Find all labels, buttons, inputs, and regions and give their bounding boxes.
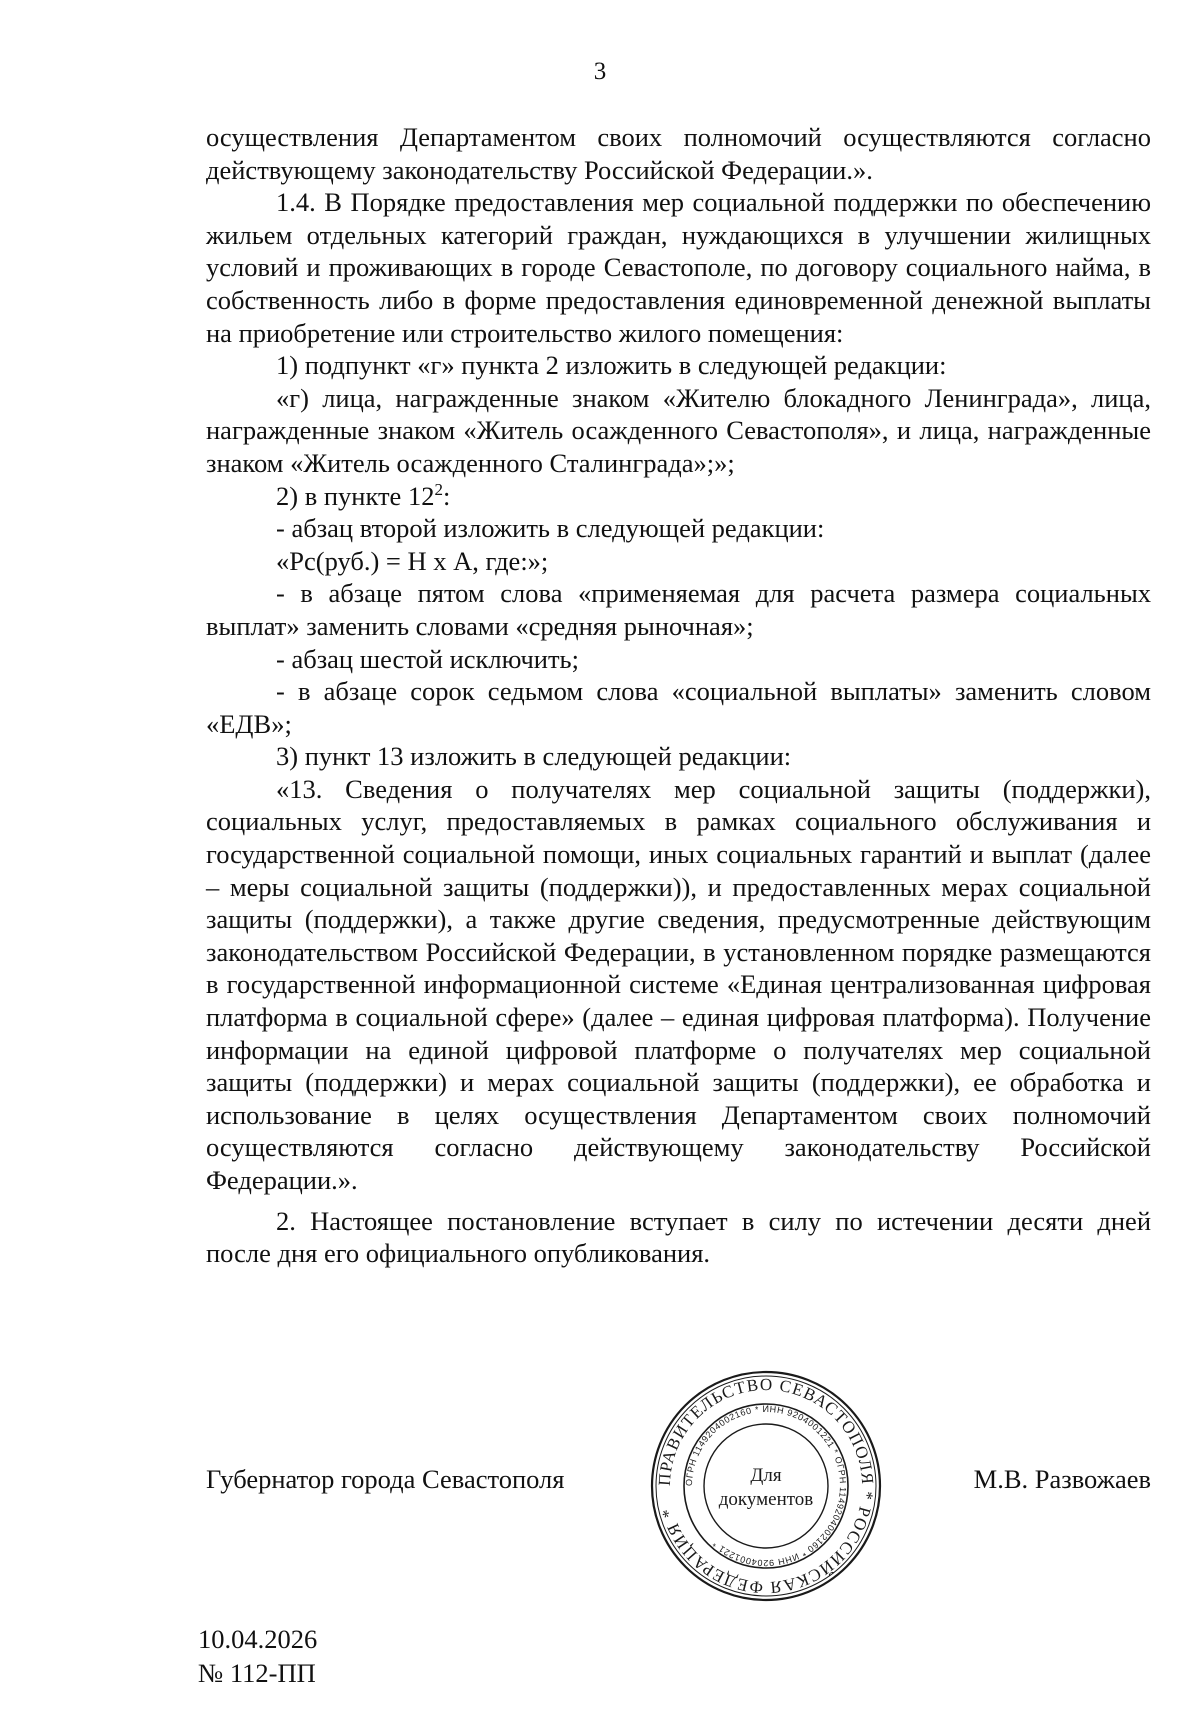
paragraph-dash-3: - абзац шестой исключить; [276,643,579,674]
paragraph-continuation: осуществления Департаментом своих полномочий осуществляются согласно действующему законодательству Российской Федерации.». [206,122,1151,185]
subitem-2-tail: : [442,480,451,511]
seal-center-line-2: документов [718,1489,814,1510]
subitem-2-superscript: 2 [434,479,443,499]
signer-position: Губернатор города Севастополя [206,1464,565,1494]
paragraph-item-1-4: 1.4. В Порядке предоставления мер социальной поддержки по обеспечению жильем отдельных категорий граждан, нуждающихся в улучшении жилищных условий и проживающих в городе Севастополе, по договору социального найма, в собственность либо в форме предоставления единовременной денежной выплаты на приобретение или строительство жилого помещения: [206,187,1151,348]
document-footer [198,1622,317,1690]
seal-graphic [648,1368,884,1604]
paragraph-dash-4: - в абзаце сорок седьмом слова «социальной выплаты» заменить словом «ЕДВ»; [206,676,1151,739]
paragraph-subitem-1: 1) подпункт «г» пункта 2 изложить в следующей редакции: [276,350,947,381]
paragraph-subitem-2 [206,480,1151,513]
paragraph-quote-g: «г) лица, награжденные знаком «Жителю блокадного Ленинграда», лица, награжденные знаком «Житель осажденного Севастополя», и лица, награжденные знаком «Житель осажденного Сталинграда»;»; [206,382,1151,478]
document-number: № 112-ПП [198,1658,316,1688]
signer-name: М.В. Развожаев [973,1464,1151,1494]
seal-inner-ring [704,1424,828,1548]
paragraph-quote-13: «13. Сведения о получателях мер социальной защиты (поддержки), социальных услуг, предоставляемых в рамках социального обслуживания и государственной социальной помощи, иных социальных гарантий и выплат (далее – меры социальной защиты (поддержки)), и предоставленных мерах социальной защиты (поддержки), а также другие сведения, предусмотренные действующим законодательством Российской Федерации, в установленном порядке размещаются в государственной информационной системе «Единая централизованная цифровая платформа в социальной сфере» (далее – единая цифровая платформа). Получение информации на единой цифровой платформе о получателях мер социальной защиты (поддержки) и мерах социальной защиты (поддержки), ее обработка и использование в целях осуществления Департаментом своих полномочий осуществляются согласно действующему законодательству Российской Федерации.». [206,773,1151,1195]
page-number: 3 [593,58,607,85]
seal-inner-text: ОГРН 1149204002160 * ИНН 9204001221 * ОГРН 1149204002160 * ИНН 9204001221 * [683,1403,849,1569]
paragraph-item-2: 2. Настоящее постановление вступает в силу по истечении десяти дней после дня его официального опубликования. [206,1205,1151,1269]
paragraph-subitem-3: 3) пункт 13 изложить в следующей редакции: [276,741,792,772]
subitem-2-text: 2) в пункте 12 [276,480,435,511]
document-date: 10.04.2026 [198,1624,318,1654]
seal-center-line-1: Для [750,1465,782,1486]
paragraph-dash-2: - в абзаце пятом слова «применяемая для расчета размера социальных выплат» заменить словами «средняя рыночная»; [206,578,1151,641]
paragraph-formula: «Рс(руб.) = Н х А, где:»; [276,545,549,576]
seal-outer-text: ПРАВИТЕЛЬСТВО СЕВАСТОПОЛЯ * РОССИЙСКАЯ ФЕДЕРАЦИЯ * [654,1374,878,1598]
official-seal [648,1368,884,1604]
document-body [206,121,1151,1270]
paragraph-dash-1: - абзац второй изложить в следующей редакции: [276,513,825,544]
